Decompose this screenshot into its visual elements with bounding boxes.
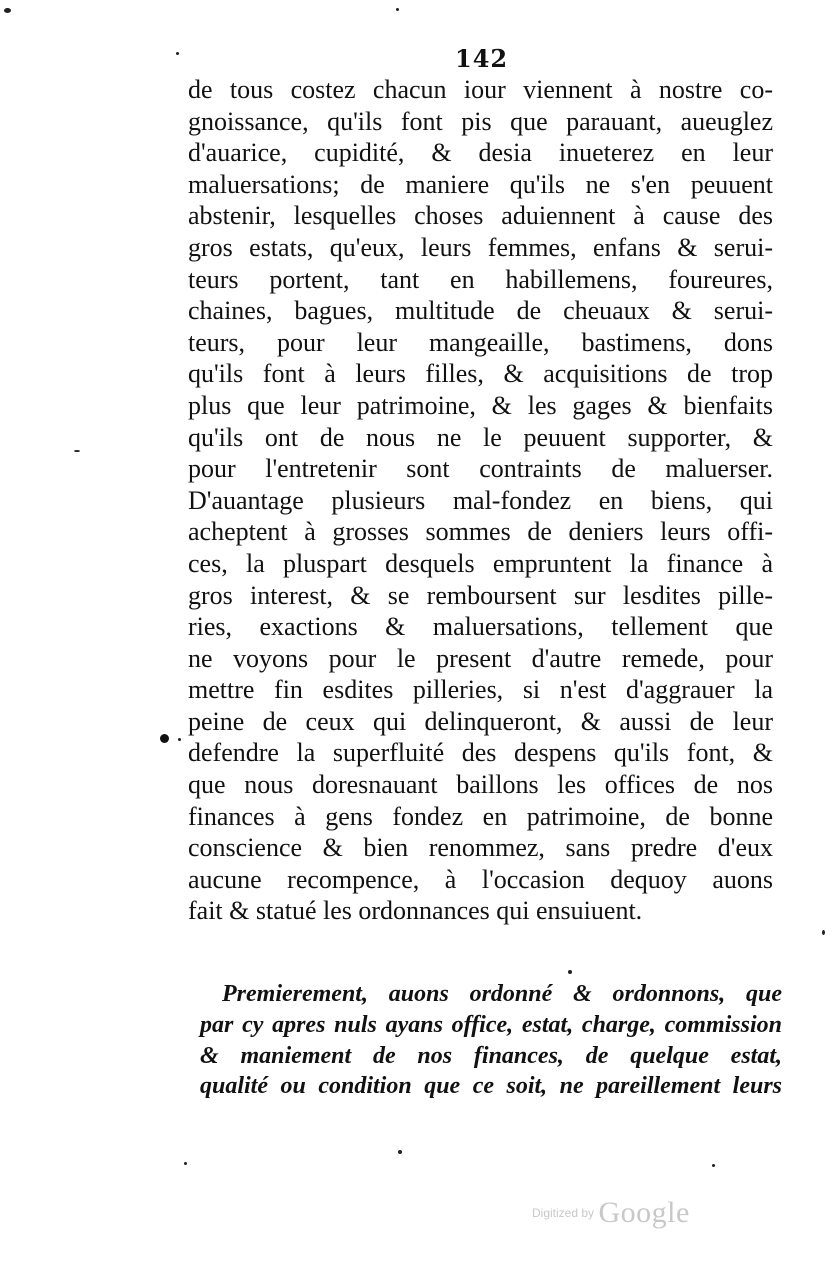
italic-text-line: qualité ou condition que ce soit, ne pareillement leurs [200, 1073, 782, 1100]
scan-speck [822, 930, 825, 935]
text-line: ries, exactions & maluersations, tellement que [188, 612, 773, 642]
text-line: teurs portent, tant en habillemens, foureures, [188, 264, 773, 294]
text-line: fait & statué les ordonnances qui ensuiuent. [188, 896, 643, 926]
watermark-prefix: Digitized by [532, 1206, 595, 1220]
text-line: plus que leur patrimoine, & les gages & bienfaits [188, 390, 773, 420]
scan-speck [176, 52, 179, 55]
text-line: conscience & bien renommez, sans predre d'eux [188, 833, 773, 863]
text-line: qu'ils font à leurs filles, & acquisitions de trop [188, 359, 773, 389]
text-line: abstenir, lesquelles choses aduiennent à cause des [188, 201, 773, 231]
text-line: ces, la pluspart desquels empruntent la finance à [188, 548, 773, 578]
text-line: chaines, bagues, multitude de cheuaux & serui- [188, 296, 773, 326]
italic-text-line: & maniement de nos finances, de quelque estat, [200, 1042, 782, 1069]
margin-bullet-mark [160, 734, 169, 743]
text-line: mettre fin esdites pilleries, si n'est d'aggrauer la [188, 675, 773, 705]
google-watermark [532, 1196, 690, 1230]
scan-speck [178, 738, 181, 741]
text-line: pour l'entretenir sont contraints de maluerser. [188, 454, 773, 484]
watermark-brand: Google [598, 1196, 690, 1229]
scan-speck [184, 1162, 187, 1165]
text-line: qu'ils ont de nous ne le peuuent supporter, & [188, 422, 773, 452]
scan-speck [712, 1164, 715, 1167]
text-line: gros interest, & se remboursent sur lesdites pille- [188, 580, 773, 610]
text-line: gros estats, qu'eux, leurs femmes, enfans & serui- [188, 232, 773, 262]
text-line: de tous costez chacun iour viennent à nostre co- [188, 75, 773, 104]
text-line: ne voyons pour le present d'autre remede, pour [188, 643, 773, 673]
page-number: 142 [455, 44, 509, 73]
text-line: defendre la superfluité des despens qu'ils font, & [188, 738, 773, 768]
text-line: que nous doresnauant baillons les offices de nos [188, 770, 773, 800]
italic-text-line: par cy apres nuls ayans office, estat, charge, commission [200, 1011, 782, 1038]
scan-speck [74, 450, 80, 452]
text-line: acheptent à grosses sommes de deniers leurs offi- [188, 517, 773, 547]
body-text [188, 74, 773, 927]
text-line: d'auarice, cupidité, & desia inueterez en leur [188, 138, 773, 168]
text-line: gnoissance, qu'ils font pis que parauant, aueuglez [188, 106, 773, 136]
text-line: D'auantage plusieurs mal-fondez en biens, qui [188, 485, 773, 515]
text-line: peine de ceux qui delinqueront, & aussi de leur [188, 706, 773, 736]
text-line: aucune recompence, à l'occasion dequoy auons [188, 864, 773, 894]
scan-speck [396, 8, 399, 11]
text-line: maluersations; de maniere qu'ils ne s'en peuuent [188, 169, 773, 199]
text-line: finances à gens fondez en patrimoine, de bonne [188, 801, 773, 831]
italic-text-line: Premierement, auons ordonné & ordonnons, que [222, 981, 782, 1007]
scan-speck [568, 970, 572, 974]
ordinance-paragraph [200, 979, 782, 1102]
text-line: teurs, pour leur mangeaille, bastimens, dons [188, 327, 773, 357]
scan-speck [398, 1150, 402, 1154]
scan-speck [4, 8, 11, 13]
